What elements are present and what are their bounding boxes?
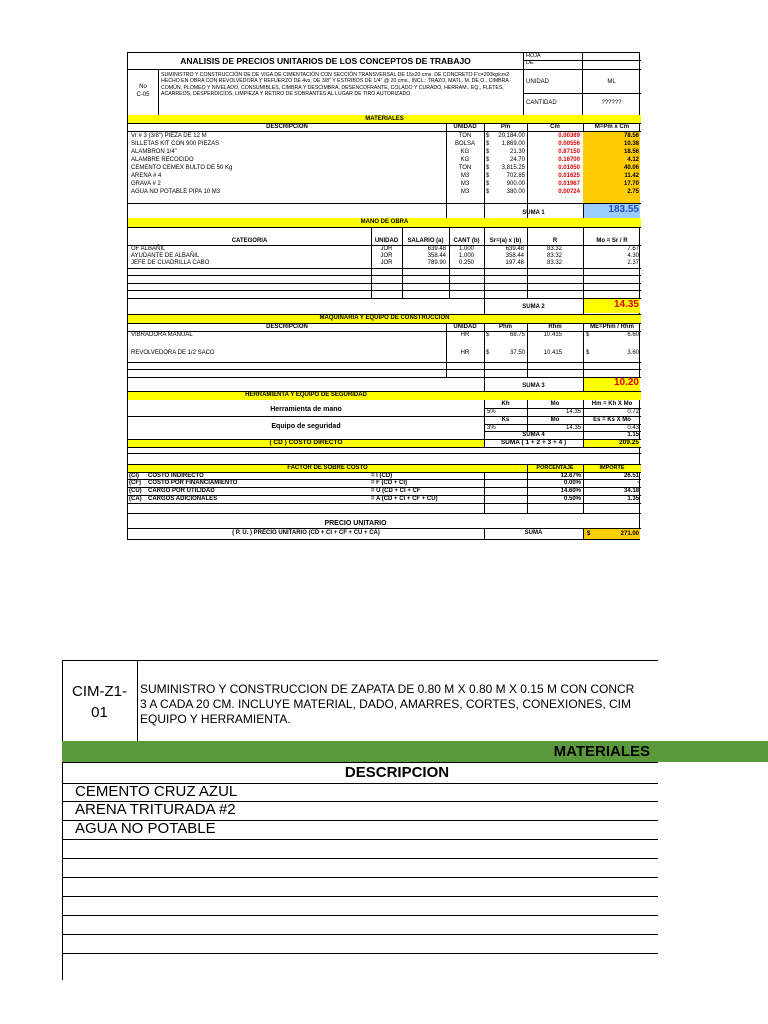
row-cm: 0.00724 [558,189,580,195]
row-me: 3.60 [627,350,639,356]
row-pm: 900.00 [506,181,525,187]
row-imp: 34.18 [623,488,639,494]
col-descripcion-maq: DESCRIPCION [266,324,308,330]
costo-directo-value: 209.25 [619,439,639,446]
row-desc: AGUA NO POTABLE PIPA 10 M3 [131,189,221,195]
col-descripcion: DESCRIPCION [266,124,308,130]
suma2-label: SUMA 2 [522,304,545,310]
ks-label: Ks [501,417,510,423]
row-m: 10.38 [623,141,639,147]
col-salario: SALARIO (a) [407,238,444,244]
maquinaria-title: MAQUINARIA Y EQUIPO DE CONSTRUCCION [319,315,450,321]
row-imp: - [637,480,639,486]
row-desc: VIBRADORA MANUAL [131,332,193,338]
row-pct: 0.00% [563,480,581,486]
mo-label: Mo [550,401,560,407]
precio-unitario-value: 271.00 [620,531,639,537]
herramienta-title: HERRAMIENTA Y EQUIPO DE SEGURIDAD [245,392,367,398]
row-formula: = I (CD) [371,473,393,479]
row-imp: 1.35 [627,496,639,502]
row-m: 18.56 [623,149,639,155]
suma2-value: 14.35 [613,299,639,310]
row-unidad: KG [460,157,470,163]
col-r: R [552,238,558,244]
row-currency: $ [586,332,590,338]
row-mo: 7.67 [627,246,639,252]
row-me: 6.60 [627,332,639,338]
row-unidad: JOR [380,246,393,252]
suma4-value: 1.15 [627,432,639,438]
row-cm: 0.87150 [558,149,580,155]
factor-title: FACTOR DE SOBRE COSTO [287,465,368,471]
unidad-value: ML [607,79,616,85]
kh-value: 5% [487,409,496,415]
second-descripcion-header: DESCRIPCION [344,764,450,781]
costo-directo-label: ( CD ) COSTO DIRECTO [269,439,343,446]
row-pm: 21.30 [509,149,525,155]
col-unidad-mo: UNIDAD [374,238,399,244]
row-categoria: OF ALBAÑIL [131,246,166,252]
row-pm: 380.00 [506,189,525,195]
row-unidad: HR [460,332,470,338]
row-cm: 0.01625 [558,173,580,179]
cantidad-label: CANTIDAD [526,100,557,106]
row-pm: 3,815.25 [501,165,525,171]
row-desc: ARENA # 4 [131,173,162,179]
row-m: 2.75 [627,189,639,195]
row-desc: ALAMBRE RECOCIDO [131,157,194,163]
row-m: 17.70 [623,181,639,187]
row-formula: = F (CD + CI) [371,480,408,486]
row-cant: 1.000 [458,253,474,259]
row-mo: 2.37 [627,260,639,266]
row-cant: 0.250 [458,260,474,266]
suma4-label: SUMA 4 [522,432,545,438]
row-unidad: KG [460,149,470,155]
row-sr: 197.48 [505,260,524,266]
row-pm: 1,869.00 [501,141,525,147]
kh-mo-value: 14.35 [565,409,581,415]
row-rhm: 10.415 [543,332,562,338]
second-concept [140,682,660,727]
suma1-value: 183.55 [608,204,639,215]
unidad-label: UNIDAD [526,79,550,85]
row-label: COSTO INDIRECTO [148,473,204,479]
row-currency: $ [486,173,490,179]
second-concept-line2: 3 A CADA 20 CM. INCLUYE MATERIAL, DADO, AMARRES, CORTES, CONEXIONES, CIM [140,697,632,711]
mo2-label: Mo [550,417,560,423]
row-salario: 639.48 [427,246,446,252]
row-salario: 789.90 [427,260,446,266]
row-m: 4.12 [627,157,639,163]
list-item: ARENA TRITURADA #2 [75,801,236,818]
list-item: CEMENTO CRUZ AZUL [75,783,238,800]
ks-value: 3% [487,425,496,431]
col-phm: Phm [498,324,512,330]
row-unidad: JOR [380,253,393,259]
row-pm: 24.70 [509,157,525,163]
col-categoria: CATEGORIA [231,238,268,244]
row-desc: SILLETAS KIT CON 900 PIEZAS [131,141,220,147]
row-unidad: TON [458,133,472,139]
row-pm: 20,184.00 [498,133,525,139]
row-currency: $ [486,149,490,155]
row-formula: = U (CD + CI + CF [371,488,421,494]
row-pct: 0.50% [563,496,581,502]
row-formula: = A (CD + CI + CF + CU) [371,496,438,502]
row-label: CARGO POR UTILIDAD [148,488,215,494]
row-currency: $ [486,332,490,338]
materiales-title: MATERIALES [365,116,404,122]
row-salario: 358.44 [427,253,446,259]
precio-unitario-suma-label: SUMA [524,530,543,536]
row-cm: 0.00389 [558,133,580,139]
row-cm: 0.00556 [558,141,580,147]
row-cm: 0.16700 [558,157,580,163]
row-pct: 14.60% [560,488,581,494]
precio-unitario-currency: $ [587,531,591,537]
list-item: AGUA NO POTABLE [75,820,216,837]
row-desc: REVOLVEDORA DE 1/2 SACO [131,350,215,356]
row-currency: $ [486,133,490,139]
row-m: 11.42 [624,173,639,179]
second-concept-line1: SUMINISTRO Y CONSTRUCCION DE ZAPATA DE 0.80 M X 0.80 M X 0.15 M CON CONCR [140,682,635,696]
second-code-line1: CIM-Z1- [72,683,127,700]
col-rhm: Rhm [548,324,562,330]
second-concept-line3: EQUIPO Y HERRAMIENTA. [140,712,291,726]
col-cm: Cm [550,124,560,130]
row-r: 83.32 [546,260,562,266]
row-m: 78.56 [623,133,639,139]
no-label: No [139,84,147,90]
row-m: 40.06 [623,165,639,171]
row-code: (CF) [129,480,141,486]
de-label: DE [526,60,534,66]
row-code: (CA) [129,496,142,502]
row-cant: 1.000 [458,246,474,252]
row-code: (CI) [129,473,139,479]
suma3-label: SUMA 3 [522,383,545,389]
second-materiales-title: MATERIALES [553,743,650,760]
row-r: 83.32 [546,246,562,252]
second-code-line2: 01 [91,704,108,721]
row-imp: 26.51 [623,473,639,479]
row-currency: $ [486,165,490,171]
col-importe: IMPORTE [599,465,625,471]
kh-label: Kh [501,401,510,407]
col-me: ME=Phm / Rhm [590,324,634,330]
col-pm: Pm [500,124,511,130]
concept-code: C-05 [136,92,150,98]
row-desc: GRAVA # 2 [131,181,161,187]
col-cant: CANT (b) [453,238,480,244]
row-code: (CU) [129,488,142,494]
row-unidad: M3 [460,189,470,195]
row-label: COSTO POR FINANCIAMIENTO [148,480,238,486]
row-sr: 358.44 [505,253,524,259]
row-currency: $ [586,350,590,356]
mano-obra-title: MANO DE OBRA [360,219,409,225]
herramienta-mano-label: Herramienta de mano [270,406,342,413]
row-unidad: TON [458,165,472,171]
row-rhm: 10.415 [543,350,562,356]
sheet-title: ANALISIS DE PRECIOS UNITARIOS DE LOS CONCEPTOS DE TRABAJO [180,56,471,66]
col-m: M=Pm x Cm [594,124,630,130]
concept-description: SUMINISTRO Y CONSTRUCCIÓN DE DE VIGA DE CIMENTACIÓN CON SECCIÓN TRANSVERSAL DE 15x20 cms. DE CONCRETO F'c=200kg/cm2 HECHO EN OBRA CON REVOLVEDORA Y REFUERZO DE 4vs. DE 3/8" Y ESTRIBOS DE 1/4" @ 20 cms., INCL.: TRAZO, MATL. M. DE O., CIMBRA COMÚN, PLOMEO Y NIVELADO, CONSUMIBLES, CIMBRA Y DESCIMBRA, DESENCOFRANTE, COLADO Y CURADO, HERRAM., EQ., FLETES, ACARREOS, DESPERDICIOS, LIMPIEZA Y RETIRO DE SOBRANTES AL LUGAR DE TIRO AUTORIZADO. [161,72,510,98]
row-currency: $ [486,350,490,356]
col-sr: Sr=(a) x (b) [489,238,522,244]
col-porcentaje: PORCENTAJE [536,465,574,471]
row-sr: 639.48 [505,246,524,252]
es-value: 0.43 [627,425,639,431]
row-pct: 12.67% [560,473,581,479]
cantidad-value: ?????? [601,100,622,106]
col-unidad-maq: UNIDAD [453,324,477,330]
col-unidad: UNIDAD [453,124,477,130]
row-r: 83.32 [546,253,562,259]
row-desc: ALAMBRON 1/4" [131,149,177,155]
row-categoria: AYUDANTE DE ALBAÑIL [131,253,200,259]
precio-unitario-label: ( P. U. ) PRECIO UNITARIO (CD + CI + CF + CU + CA) [232,530,380,536]
row-label: CARGOS ADICIONALES [148,496,218,502]
suma1-label: SUMA 1 [522,210,545,216]
col-mo: Mo = Sr / R [596,238,628,244]
row-currency: $ [486,189,490,195]
row-pm: 702.85 [506,173,525,179]
row-unidad: M3 [460,173,470,179]
row-cm: 0.01967 [558,181,580,187]
row-phm: 68.75 [509,332,525,338]
row-categoria: JEFE DE CUADRILLA CABO [131,260,210,266]
precio-unitario-title: PRECIO UNITARIO [324,520,387,527]
hoja-label: HOJA [526,53,541,59]
row-currency: $ [486,157,490,163]
row-currency: $ [486,141,490,147]
row-desc: Vr # 3 (3/8") PIEZA DE 12 M [131,133,207,139]
hm-value: 0.72 [627,409,639,415]
row-unidad: JOR [380,260,393,266]
ks-mo-value: 14.35 [565,425,581,431]
row-cm: 0.01050 [558,165,580,171]
costo-directo-suma-label: SUMA ( 1 + 2 + 3 + 4 ) [500,439,567,446]
row-desc: CEMENTO CEMEX BULTO DE 50 Kg [131,165,233,171]
equipo-seguridad-label: Equipo de seguridad [271,423,341,430]
row-mo: 4.30 [627,253,639,259]
row-currency: $ [486,181,490,187]
hm-label: Hm = Kh X Mo [591,401,633,407]
es-label: Es = Ks X Mo [593,417,631,423]
row-unidad: M3 [460,181,470,187]
row-unidad: BOLSA [454,141,475,147]
suma3-value: 10.20 [613,377,639,388]
row-phm: 37.50 [509,350,525,356]
row-unidad: HR [460,350,470,356]
